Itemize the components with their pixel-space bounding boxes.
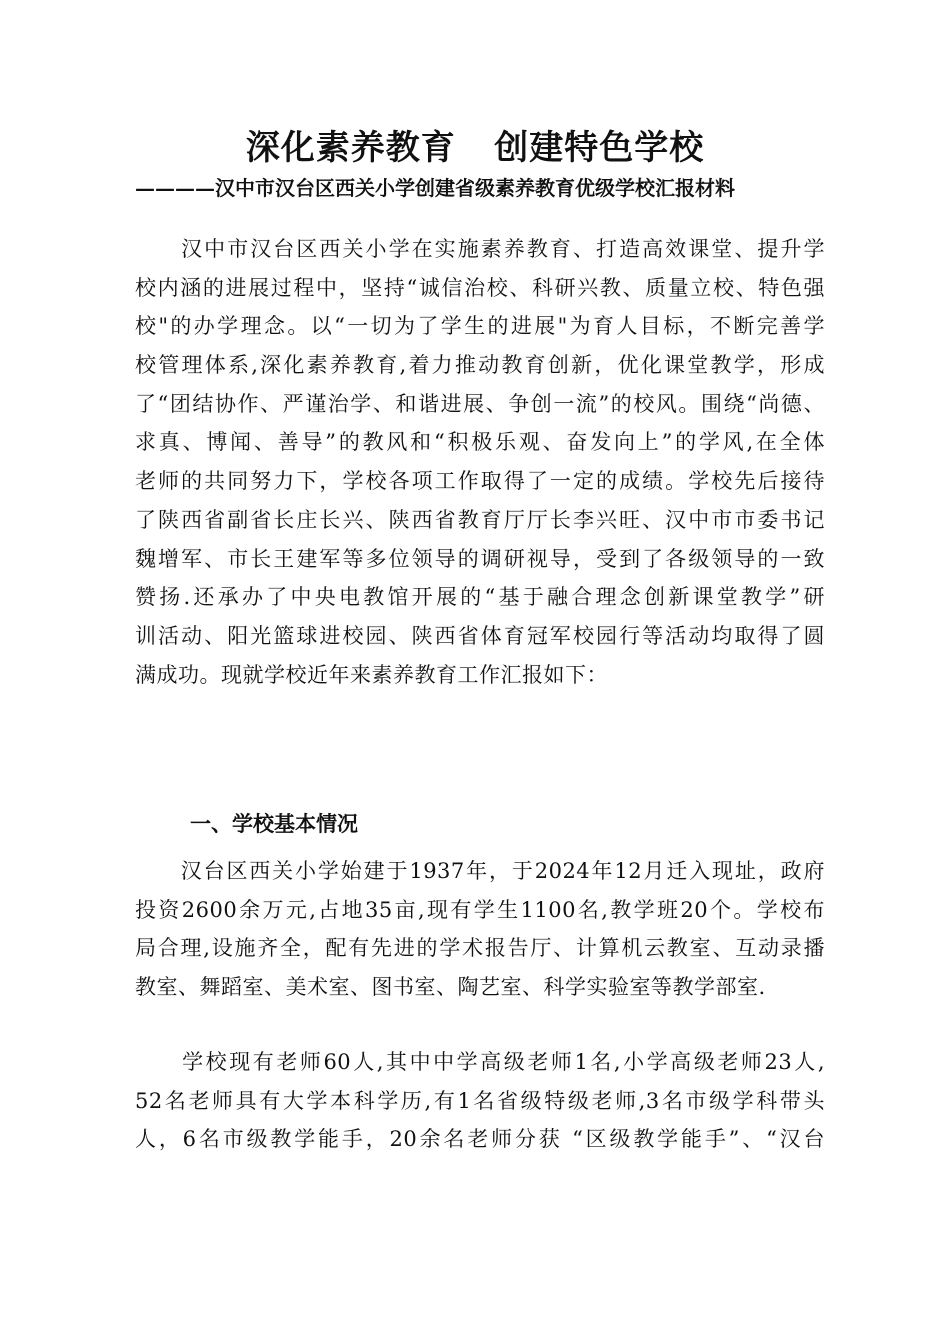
paragraph-line: 人，6名市级教学能手，20余名老师分获 “区级教学能手”、“汉台 [135, 1127, 825, 1152]
paragraph-line: 学校现有老师60人,其中中学高级老师1名,小学高级老师23人, [135, 1050, 825, 1074]
paragraph-line: 校管理体系,深化素养教育,着力推动教育创新，优化课堂教学，形成 [135, 353, 825, 378]
paragraph-line: 老师的共同努力下，学校各项工作取得了一定的成绩。学校先后接待 [135, 469, 825, 494]
paragraph-line: 局合理,设施齐全，配有先进的学术报告厅、计算机云教室、互动录播 [135, 936, 825, 961]
paragraph-line: 52名老师具有大学本科学历,有1名省级特级老师,3名市级学科带头 [135, 1088, 825, 1113]
document-title: 深化素养教育 创建特色学校 [245, 128, 705, 168]
paragraph-line: 投资2600余万元,占地35亩,现有学生1100名,教学班20个。学校布 [135, 897, 825, 922]
paragraph-line: 校内涵的进展过程中，坚持“诚信治校、科研兴教、质量立校、特色强 [135, 275, 825, 300]
paragraph-line: 求真、博闻、善导”的教风和“积极乐观、奋发向上”的学风,在全体 [135, 430, 825, 455]
paragraph-line: 魏增军、市长王建军等多位领导的调研视导，受到了各级领导的一致 [135, 546, 825, 571]
paragraph-line: 了“团结协作、严谨治学、和谐进展、争创一流”的校风。围绕“尚德、 [135, 391, 825, 416]
paragraph-line: 汉台区西关小学始建于1937年，于2024年12月迁入现址，政府 [135, 859, 825, 883]
paragraph-line: 满成功。现就学校近年来素养教育工作汇报如下： [135, 662, 608, 687]
paragraph-line: 了陕西省副省长庄长兴、陕西省教育厅厅长李兴旺、汉中市市委书记 [135, 507, 825, 532]
section-heading: 一、学校基本情况 [190, 811, 358, 836]
basic-info-paragraph [135, 852, 825, 1007]
intro-paragraph [135, 230, 825, 694]
paragraph-line: 教室、舞蹈室、美术室、图书室、陶艺室、科学实验室等教学部室. [135, 975, 766, 1000]
paragraph-line: 校"的办学理念。以“一切为了学生的进展"为育人目标，不断完善学 [135, 314, 825, 339]
paragraph-line: 训活动、阳光篮球进校园、陕西省体育冠军校园行等活动均取得了圆 [135, 623, 825, 648]
paragraph-line: 汉中市汉台区西关小学在实施素养教育、打造高效课堂、提升学 [135, 237, 825, 261]
document-subtitle: ————汉中市汉台区西关小学创建省级素养教育优级学校汇报材料 [135, 176, 735, 200]
paragraph-line: 赞扬.还承办了中央电教馆开展的“基于融合理念创新课堂教学”研 [135, 585, 825, 610]
teachers-paragraph [135, 1043, 825, 1159]
